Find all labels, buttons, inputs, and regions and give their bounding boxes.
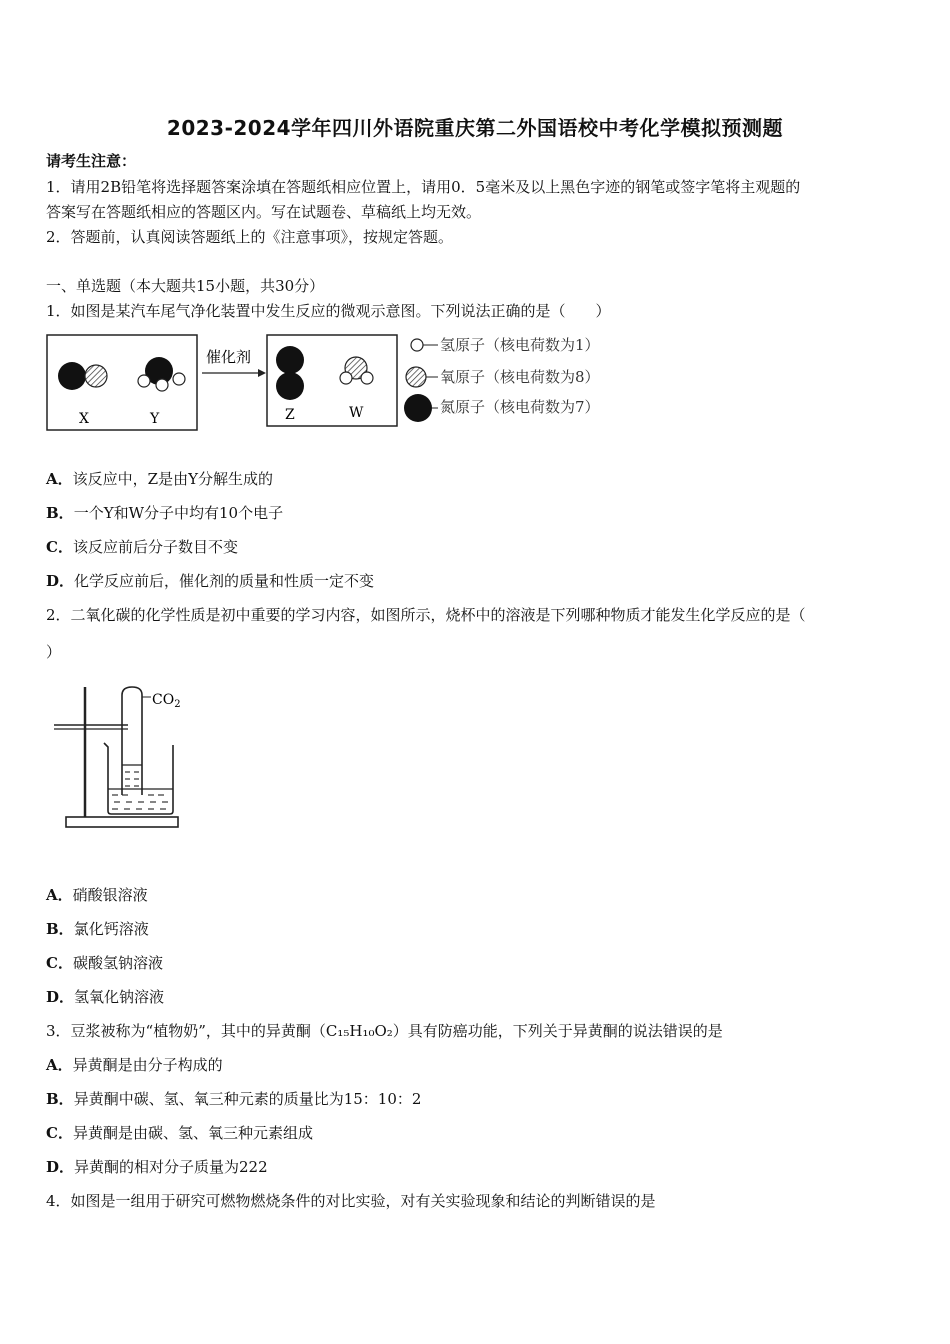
legend-oxygen: 氧原子（核电荷数为8） [440,368,600,386]
option[interactable]: A．异黄酮是由分子构成的 [46,1056,223,1074]
option[interactable]: C．该反应前后分子数目不变 [46,538,238,556]
question-1-figure [44,330,634,434]
nitrogen-atom-icon [58,362,86,390]
beaker-solution [112,795,168,809]
question-1-stem: 1．如图是某汽车尾气净化装置中发生反应的微观示意图。下列说法正确的是（ ） [46,302,611,320]
nitrogen-atom-icon [276,372,304,400]
hydrogen-atom-icon [361,372,373,384]
co2-label: $CO_2$ [152,692,181,710]
option[interactable]: D．化学反应前后，催化剂的质量和性质一定不变 [46,572,375,590]
label-z: Z [285,407,295,423]
section-heading: 一、单选题（本大题共15小题，共30分） [46,277,325,295]
option[interactable]: C．碳酸氢钠溶液 [46,954,163,972]
question-4-stem: 4．如图是一组用于研究可燃物燃烧条件的对比实验，对有关实验现象和结论的判断错误的是 [46,1192,656,1210]
catalyst-label: 催化剂 [206,348,252,366]
label-w: W [349,405,364,421]
question-2-stem: 2．二氧化碳的化学性质是初中重要的学习内容，如图所示，烧杯中的溶液是下列哪种物质才能发生化学反应的是（ [46,606,806,624]
nitrogen-legend-icon [404,394,432,422]
question-2-stem-cont: ） [46,643,62,661]
option[interactable]: B．氯化钙溶液 [46,920,149,938]
notice-heading: 请考生注意： [46,152,137,170]
label-x: X [79,411,89,427]
notice-item: 答案写在答题纸相应的答题区内。写在试题卷、草稿纸上均无效。 [46,203,482,221]
stand-base [66,817,178,827]
hydrogen-atom-icon [156,379,168,391]
hydrogen-atom-icon [138,375,150,387]
oxygen-atom-icon [85,365,107,387]
oxygen-legend-icon [406,367,426,387]
nitrogen-atom-icon [276,346,304,374]
option[interactable]: C．异黄酮是由碳、氢、氧三种元素组成 [46,1124,313,1142]
legend-nitrogen: 氮原子（核电荷数为7） [440,398,600,416]
arrow-head-icon [258,369,266,377]
question-2-figure [52,683,187,833]
option[interactable]: B．异黄酮中碳、氢、氧三种元素的质量比为15：10：2 [46,1090,422,1108]
page-title: 2023-2024学年四川外语院重庆第二外国语校中考化学模拟预测题 [166,116,784,140]
hydrogen-atom-icon [340,372,352,384]
option[interactable]: D．氢氧化钠溶液 [46,988,165,1006]
notice-item: 2．答题前，认真阅读答题纸上的《注意事项》，按规定答题。 [46,228,454,246]
hydrogen-atom-icon [173,373,185,385]
legend-hydrogen: 氢原子（核电荷数为1） [440,336,600,354]
label-y: Y [150,411,160,427]
tube-liquid [125,772,139,786]
question-3-stem: 3．豆浆被称为“植物奶”，其中的异黄酮（C₁₅H₁₀O₂）具有防癌功能，下列关于异黄酮的说法错误的是 [46,1022,723,1040]
option[interactable]: D．异黄酮的相对分子质量为222 [46,1158,268,1176]
option[interactable]: A．该反应中，Z是由Y分解生成的 [46,470,273,488]
option[interactable]: A．硝酸银溶液 [46,886,148,904]
notice-item: 1．请用2B铅笔将选择题答案涂填在答题纸相应位置上，请用0．5毫米及以上黑色字迹的钢笔或签字笔将主观题的 [46,178,801,196]
hydrogen-legend-icon [411,339,423,351]
option[interactable]: B．一个Y和W分子中均有10个电子 [46,504,284,522]
